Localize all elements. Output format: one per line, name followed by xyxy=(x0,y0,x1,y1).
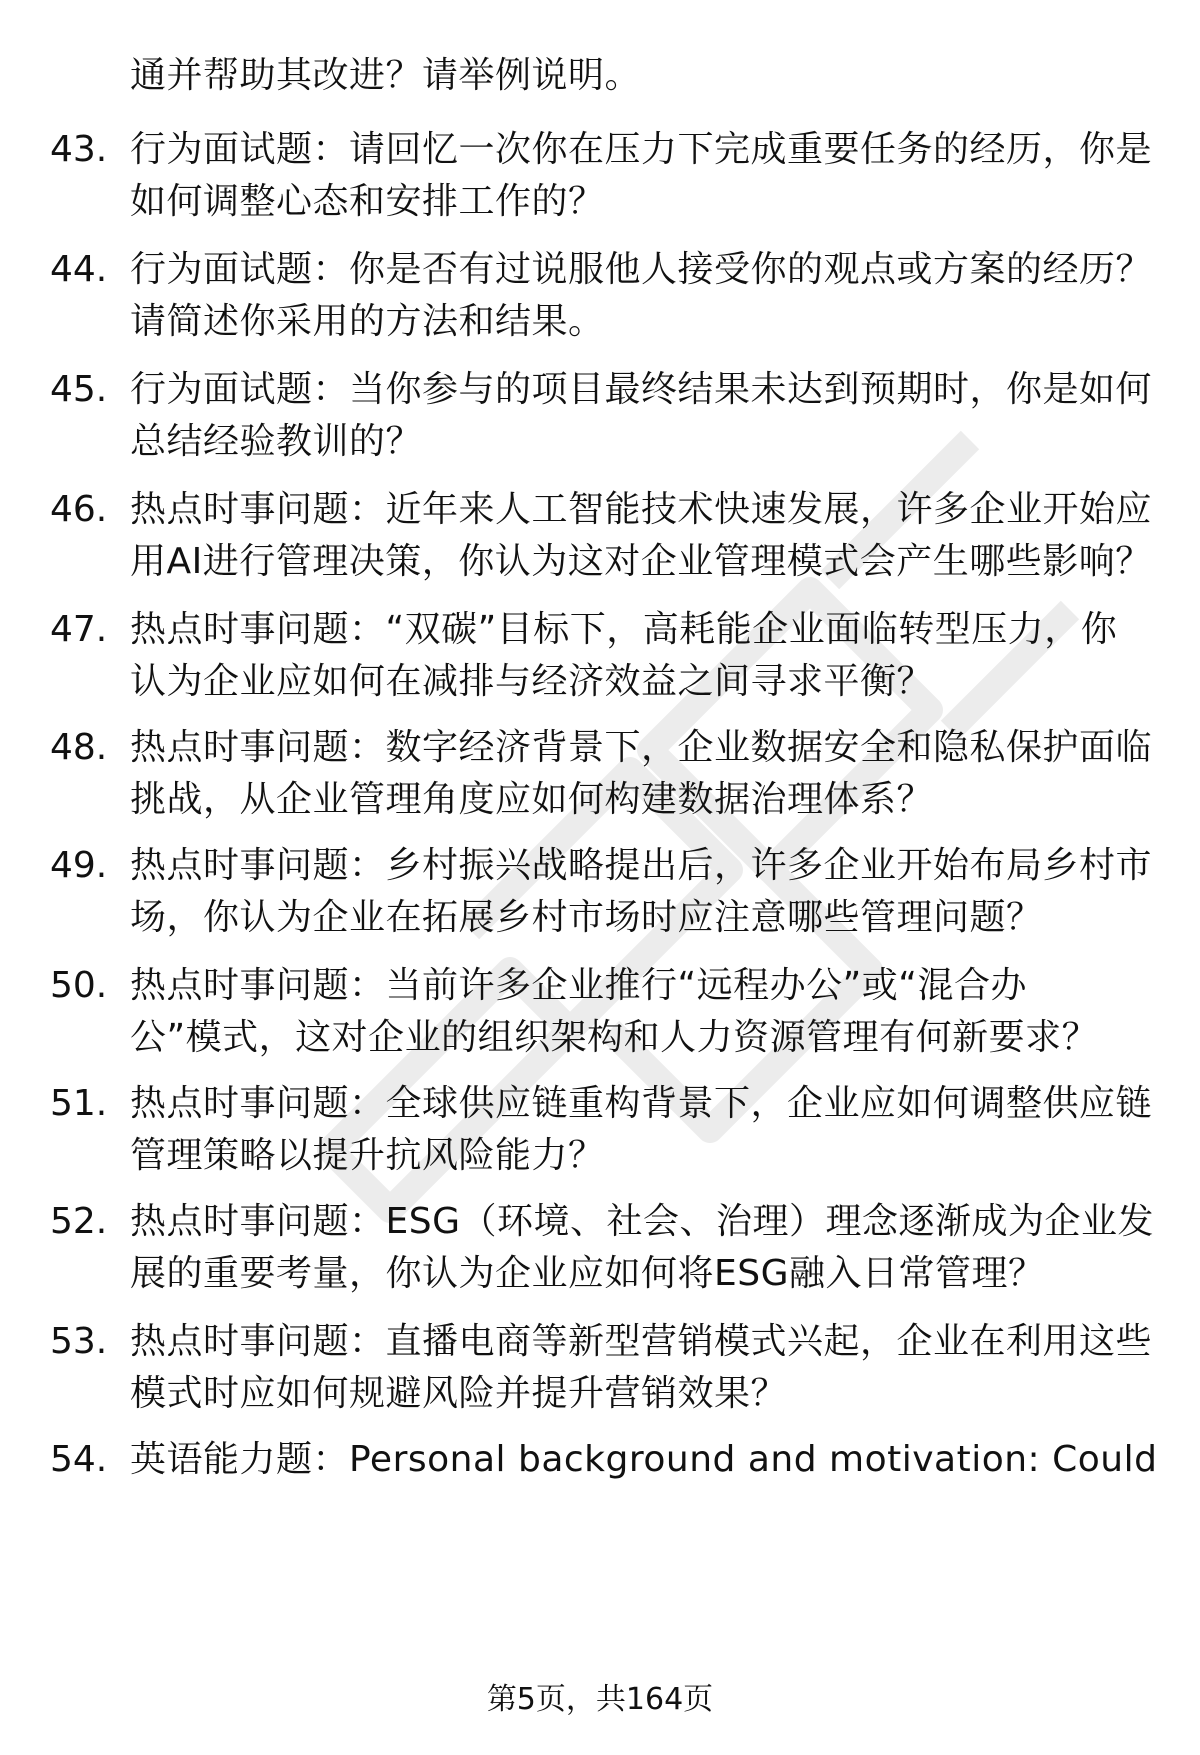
item-text-line: 行为面试题：请回忆一次你在压力下完成重要任务的经历，你是 xyxy=(130,129,1153,170)
item-number: 49. xyxy=(50,845,108,886)
item-text-line: 热点时事问题：乡村振兴战略提出后，许多企业开始布局乡村市 xyxy=(130,845,1153,886)
item-text-line: 热点时事问题：近年来人工智能技术快速发展，许多企业开始应 xyxy=(130,489,1153,530)
item-text-line: 总结经验教训的？ xyxy=(130,421,423,462)
item-text-line: 用AI进行管理决策，你认为这对企业管理模式会产生哪些影响？ xyxy=(130,541,1152,582)
item-number: 54. xyxy=(50,1439,108,1480)
item-text-line: 热点时事问题：数字经济背景下，企业数据安全和隐私保护面临 xyxy=(130,727,1153,768)
item-text-line: 管理策略以提升抗风险能力？ xyxy=(130,1135,605,1176)
item-number: 48. xyxy=(50,727,108,768)
item-text-line: 展的重要考量，你认为企业应如何将ESG融入日常管理？ xyxy=(130,1253,1045,1294)
item-text-line: 模式时应如何规避风险并提升营销效果？ xyxy=(130,1373,788,1414)
item-text-line: 热点时事问题：ESG（环境、社会、治理）理念逐渐成为企业发 xyxy=(130,1201,1154,1242)
item-text-line: 热点时事问题：直播电商等新型营销模式兴起，企业在利用这些 xyxy=(130,1321,1153,1362)
continuation-text: 通并帮助其改进？请举例说明。 xyxy=(130,55,642,96)
item-text-line: 如何调整心态和安排工作的？ xyxy=(130,181,605,222)
item-text-line: 热点时事问题：全球供应链重构背景下，企业应如何调整供应链 xyxy=(130,1083,1153,1124)
item-text-line: 热点时事问题：当前许多企业推行“远程办公”或“混合办 xyxy=(130,965,1027,1006)
item-number: 45. xyxy=(50,369,108,410)
item-text-line: 行为面试题：当你参与的项目最终结果未达到预期时，你是如何 xyxy=(130,369,1153,410)
item-text-line: 认为企业应如何在减排与经济效益之间寻求平衡？ xyxy=(130,661,934,702)
item-number: 44. xyxy=(50,249,108,290)
item-text-line: 请简述你采用的方法和结果。 xyxy=(130,301,605,342)
item-text-line: 热点时事问题：“双碳”目标下，高耗能企业面临转型压力，你 xyxy=(130,609,1118,650)
item-text-line: 英语能力题：Personal background and motivation: Could xyxy=(130,1439,1158,1480)
item-text-line: 挑战，从企业管理角度应如何构建数据治理体系？ xyxy=(130,779,934,820)
item-number: 46. xyxy=(50,489,108,530)
item-number: 53. xyxy=(50,1321,108,1362)
item-text-line: 公”模式，这对企业的组织架构和人力资源管理有何新要求？ xyxy=(130,1017,1099,1058)
item-number: 47. xyxy=(50,609,108,650)
item-text-line: 行为面试题：你是否有过说服他人接受你的观点或方案的经历？ xyxy=(130,249,1153,290)
item-number: 50. xyxy=(50,965,108,1006)
page-footer: 第5页，共164页 xyxy=(486,1682,714,1717)
item-number: 43. xyxy=(50,129,108,170)
item-number: 51. xyxy=(50,1083,108,1124)
item-text-line: 场，你认为企业在拓展乡村市场时应注意哪些管理问题？ xyxy=(130,897,1043,938)
item-number: 52. xyxy=(50,1201,108,1242)
